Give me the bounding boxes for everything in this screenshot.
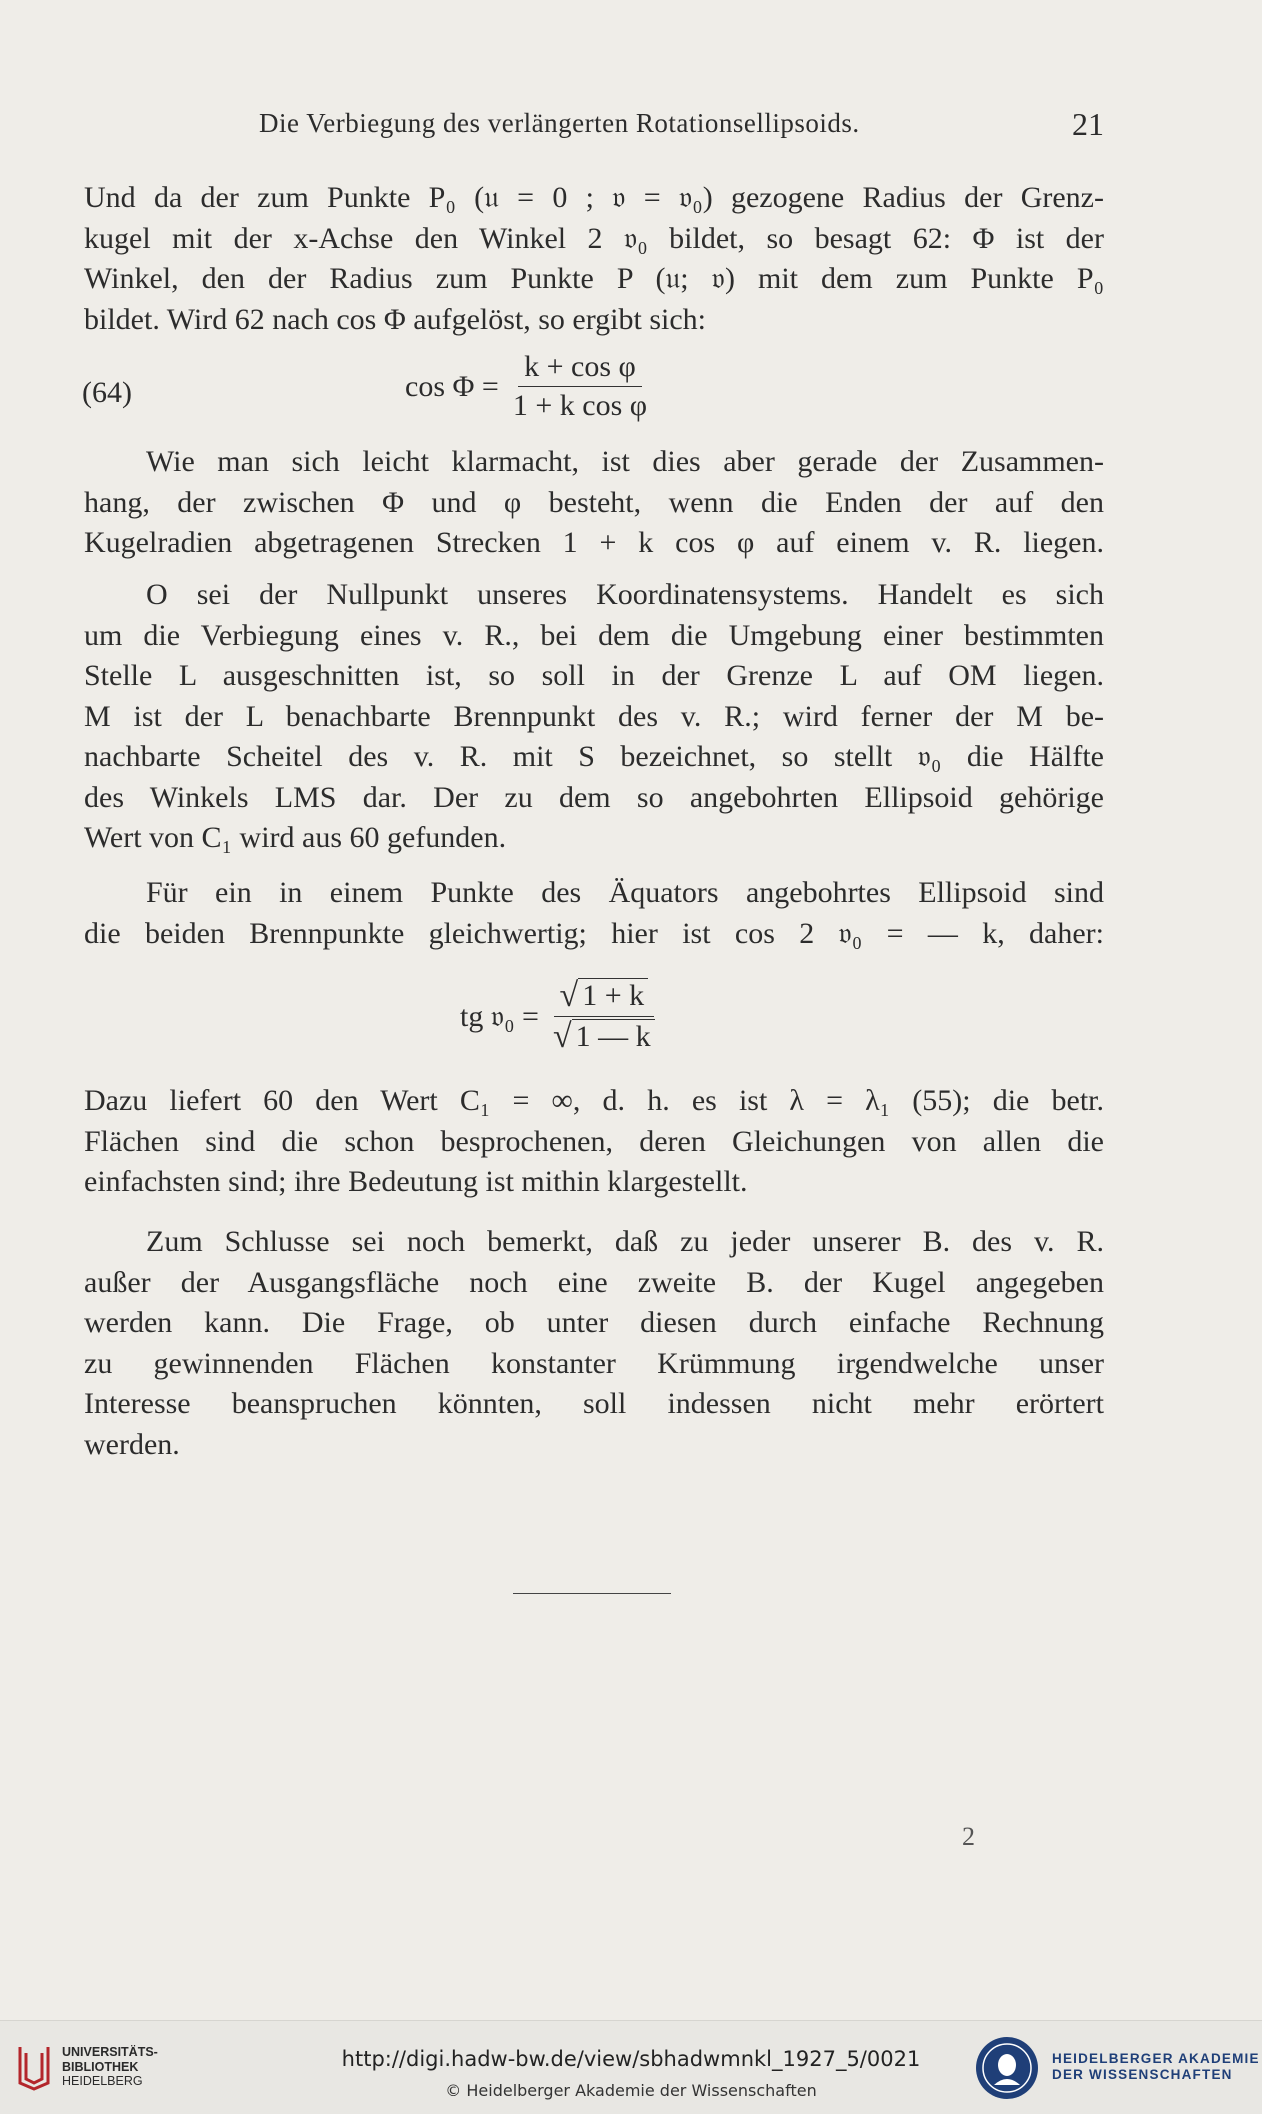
- academy-name-line: HEIDELBERGER AKADEMIE: [1052, 2051, 1260, 2066]
- paragraph-4: [84, 873, 1104, 954]
- fraction-denominator: 1 + k cos φ: [512, 389, 648, 422]
- running-title: Die Verbiegung des verlängerten Rotationsellipsoids.: [259, 108, 860, 138]
- text-line: hang, der zwischen Φ und φ besteht, wenn die Enden der auf den: [84, 485, 1104, 519]
- text-line: Dazu liefert 60 den Wert C₁ = ∞, d. h. es ist λ = λ₁ (55); die betr.: [84, 1084, 1104, 1117]
- footer-bar: [0, 2020, 1262, 2114]
- academy-seal-icon: [974, 2035, 1040, 2101]
- signature-mark: 2: [962, 1822, 975, 1851]
- fraction-denominator: [547, 1017, 661, 1055]
- radicand: 1 + k: [578, 978, 648, 1013]
- text-line: einfachsten sind; ihre Bedeutung ist mithin klargestellt.: [84, 1165, 748, 1198]
- text-line: die beiden Brennpunkte gleichwertig; hier ist cos 2 𝔳₀ = — k, daher:: [84, 916, 1104, 950]
- equation-lhs: cos Φ =: [405, 369, 499, 403]
- radical-sign: √: [559, 977, 579, 1014]
- academy-name-line: DER WISSENSCHAFTEN: [1052, 2067, 1233, 2082]
- copyright-notice: © Heidelberger Akademie der Wissenschaften: [445, 2081, 817, 2100]
- text-line: Stelle L ausgeschnitten ist, so soll in der Grenze L auf OM liegen.: [84, 659, 1104, 692]
- text-line: um die Verbiegung eines v. R., bei dem die Umgebung einer bestimmten: [84, 618, 1104, 652]
- square-root: [553, 1019, 655, 1054]
- library-name-line: UNIVERSITÄTS-: [62, 2045, 158, 2059]
- radical-sign: √: [552, 1018, 572, 1055]
- text-line: Wert von C₁ wird aus 60 gefunden.: [84, 821, 507, 854]
- paragraph-2: [84, 442, 1104, 564]
- text-line: Winkel, den der Radius zum Punkte P (𝔲; 𝔳) mit dem zum Punkte P₀: [84, 262, 1104, 295]
- fraction-numerator: k + cos φ: [518, 350, 642, 387]
- equation-tangent: [460, 978, 661, 1055]
- fraction: [507, 350, 653, 423]
- text-line: Flächen sind die schon besprochenen, deren Gleichungen von allen die: [84, 1124, 1104, 1158]
- end-rule: [513, 1593, 671, 1594]
- running-header: [84, 108, 1104, 148]
- text-line: Interesse beanspruchen könnten, soll indessen nicht mehr erörtert: [84, 1387, 1104, 1420]
- equation-lhs: tg 𝔳₀ =: [460, 999, 539, 1033]
- text-line: zu gewinnenden Flächen konstanter Krümmung irgendwelche unser: [84, 1346, 1104, 1380]
- text-line: nachbarte Scheitel des v. R. mit S bezeichnet, so stellt 𝔳₀ die Hälfte: [84, 740, 1104, 773]
- text-line: Für ein in einem Punkte des Äquators angebohrtes Ellipsoid sind: [146, 876, 1104, 909]
- text-line: bildet. Wird 62 nach cos Φ aufgelöst, so ergibt sich:: [84, 302, 707, 336]
- fraction-numerator: [554, 978, 655, 1017]
- page-number: 21: [1072, 106, 1104, 142]
- text-line: Und da der zum Punkte P₀ (𝔲 = 0 ; 𝔳 = 𝔳₀) gezogene Radius der Grenz-: [84, 181, 1104, 214]
- paragraph-1: [84, 178, 1104, 340]
- text-line: Kugelradien abgetragenen Strecken 1 + k cos φ auf einem v. R. liegen.: [84, 526, 1104, 559]
- text-line: des Winkels LMS dar. Der zu dem so angebohrten Ellipsoid gehörige: [84, 780, 1104, 814]
- equation-64: [405, 350, 653, 423]
- text-line: O sei der Nullpunkt unseres Koordinatensystems. Handelt es sich: [146, 578, 1104, 611]
- text-line: Zum Schlusse sei noch bemerkt, daß zu jeder unserer B. des v. R.: [146, 1225, 1104, 1258]
- equation-label: (64): [82, 376, 132, 409]
- paragraph-3: [84, 575, 1104, 859]
- paragraph-6: [84, 1222, 1104, 1465]
- permalink-url[interactable]: http://digi.hadw-bw.de/view/sbhadwmnkl_1927_5/0021: [341, 2047, 921, 2071]
- text-line: M ist der L benachbarte Brennpunkt des v. R.; wird ferner der M be-: [84, 699, 1104, 733]
- square-root: [560, 978, 649, 1013]
- library-name-line: BIBLIOTHEK: [62, 2059, 139, 2074]
- text-line: werden.: [84, 1427, 180, 1461]
- text-line: außer der Ausgangsfläche noch eine zweite B. der Kugel angegeben: [84, 1265, 1104, 1299]
- academy-name: [1052, 2051, 1260, 2083]
- paragraph-5: [84, 1081, 1104, 1203]
- text-line: Wie man sich leicht klarmacht, ist dies aber gerade der Zusammen-: [146, 445, 1104, 478]
- radicand: 1 — k: [572, 1019, 655, 1054]
- library-name-line: HEIDELBERG: [62, 2074, 143, 2088]
- text-line: werden kann. Die Frage, ob unter diesen durch einfache Rechnung: [84, 1306, 1104, 1339]
- text-line: kugel mit der x-Achse den Winkel 2 𝔳₀ bildet, so besagt 62: Φ ist der: [84, 221, 1104, 255]
- fraction: [547, 978, 661, 1055]
